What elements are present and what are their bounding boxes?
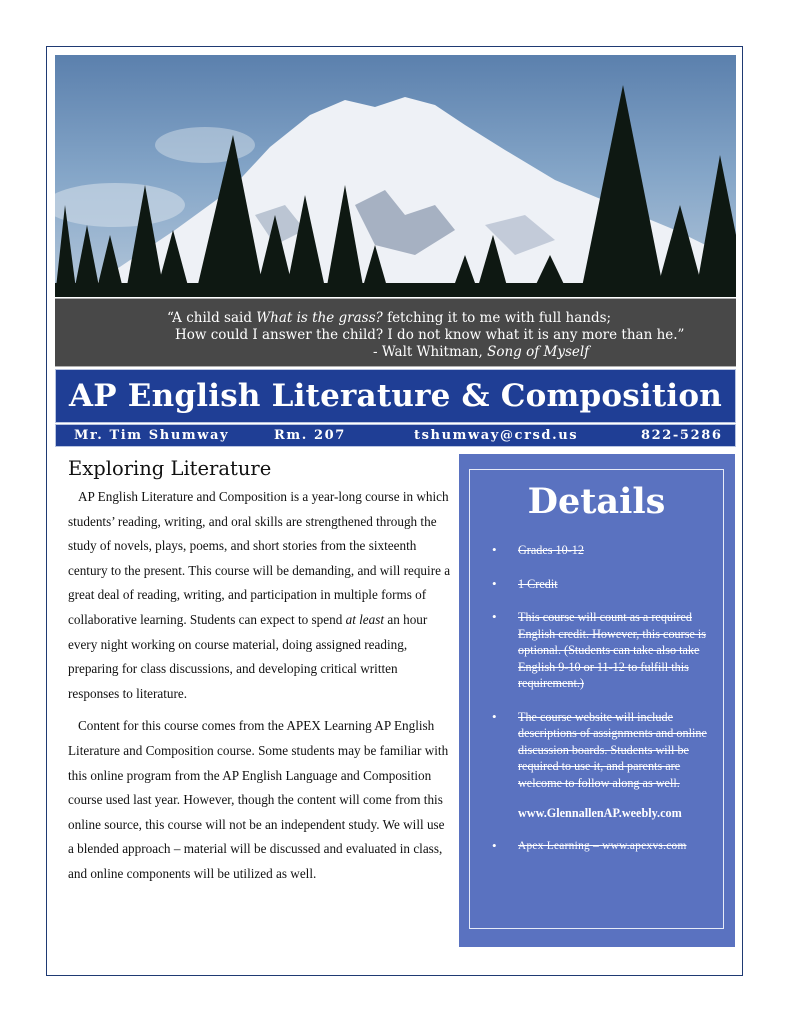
details-list (490, 542, 718, 855)
room-number: Rm. 207 (274, 428, 346, 443)
section-heading: Exploring Literature (68, 457, 272, 480)
details-inner-frame (469, 469, 724, 929)
teacher-email[interactable]: tshumway@crsd.us (414, 428, 579, 443)
quote-attribution: - Walt Whitman, Song of Myself (373, 344, 590, 360)
main-column (68, 456, 452, 887)
list-item-apex[interactable]: • Apex Learning – www.apexvs.com (490, 838, 718, 855)
teacher-name: Mr. Tim Shumway (74, 428, 230, 443)
course-title: AP English Literature & Composition (55, 369, 736, 423)
contact-bar (55, 424, 736, 447)
content-paragraph: Content for this course comes from the APEX Learning AP English Literature and Composition course. Some students may be familiar with this online program from the AP English Language and Composition course used last year. However, though the content will come from this online source, this course will not be an independent study. We will use a blended approach – material will be discussed and evaluated in class, and online components will be utilized as well. (68, 718, 449, 881)
details-heading: Details (527, 481, 666, 522)
list-item: • Grades 10-12 (490, 542, 718, 559)
phone-number: 822-5286 (641, 428, 723, 443)
details-box (459, 454, 735, 947)
quote-line-2: How could I answer the child? I do not know what it is any more than he.” (175, 327, 685, 343)
course-website-link[interactable]: www.GlennallenAP.weebly.com (518, 806, 682, 820)
quote-line-1: “A child said What is the grass? fetching it to me with full hands; (167, 310, 612, 326)
list-item: • The course website will include descriptions of assignments and online discussion boards. Students will be required to use it, and parents are welcome to follow along as well. (490, 709, 718, 792)
intro-paragraph: AP English Literature and Composition is a year-long course in which students’ reading, writing, and oral skills are strengthened through the study of novels, plays, poems, and short stories from the sixteenth century to the present. This course will be demanding, and will require a great deal of reading, writing, and participation in multiple forms of collaborative learning. Students can expect to spend at least an hour every night working on course material, doing assigned reading, preparing for class discussions, and developing critical written responses to literature. (68, 489, 451, 701)
list-item: • 1 Credit (490, 576, 718, 593)
mountain-landscape-icon (55, 55, 736, 297)
quote-banner (55, 298, 736, 367)
list-item: • This course will count as a required English credit. However, this course is optional. (Students can take also take English 9-10 or 11-12 to fulfill this requirement.) (490, 609, 718, 692)
hero-image (55, 55, 736, 297)
